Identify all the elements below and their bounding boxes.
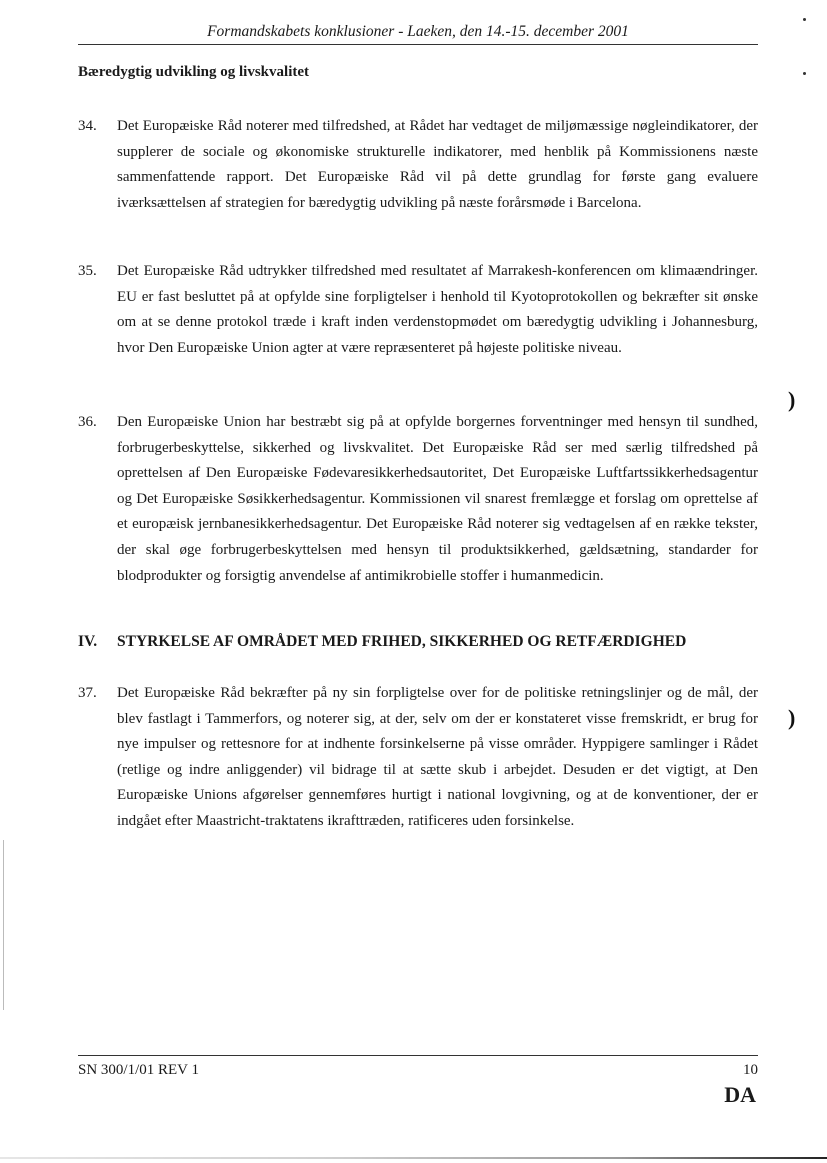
paragraph-text: Det Europæiske Råd noterer med tilfredshed, at Rådet har vedtaget de miljømæssige nøgleindikatorer, der supplerer de sociale og økonomiske strukturelle indikatorer, med henblik på Kommissionens næste sammenfattende rapport. Det Europæiske Råd vil på dette grundlag for første gang evaluere iværksættelsen af strategien for bæredygtig udvikling på næste forårsmøde i Barcelona. xyxy=(117,118,758,211)
scan-bracket-mark: ) xyxy=(788,387,796,412)
chapter-title: STYRKELSE AF OMRÅDET MED FRIHED, SIKKERHED OG RETFÆRDIGHED xyxy=(117,633,687,650)
scan-speck xyxy=(803,72,806,75)
paragraph-number: 34. xyxy=(78,118,97,134)
scan-bottom-edge xyxy=(0,1157,827,1159)
chapter-number: IV. xyxy=(78,633,98,650)
paragraph-37 xyxy=(78,681,758,835)
section-heading: Bæredygtig udvikling og livskvalitet xyxy=(78,64,310,80)
page-header-title: Formandskabets konklusioner - Laeken, den 14.-15. december 2001 xyxy=(207,23,629,40)
paragraph-number: 35. xyxy=(78,263,97,279)
paragraph-text: Det Europæiske Råd udtrykker tilfredshed med resultatet af Marrakesh-konferencen om klimaændringer. EU er fast besluttet på at opfylde sine forpligtelser i henhold til Kyotoprotokollen og bekræfter sit ønske om at se denne protokol træde i kraft inden verdenstopmødet om bæredygtig udvikling i Johannesburg, hvor Den Europæiske Union agter at være repræsenteret på højeste politiske niveau. xyxy=(117,263,758,356)
document-reference: SN 300/1/01 REV 1 xyxy=(78,1062,199,1078)
paragraph-34 xyxy=(78,114,758,216)
paragraph-text: Den Europæiske Union har bestræbt sig på at opfylde borgernes forventninger med hensyn til sundhed, forbrugerbeskyttelse, sikkerhed og livskvalitet. Det Europæiske Råd ser med særlig tilfredshed på oprettelsen af Den Europæiske Fødevaresikkerhedsautoritet, Det Europæiske Luftfartssikkerhedsagentur og Det Europæiske Søsikkerhedsagentur. Kommissionen vil snarest fremlægge et forslag om oprettelse af et europæisk jernbanesikkerhedsagentur. Det Europæiske Råd noterer sig vedtagelsen af en række tekster, der skal øge forbrugerbeskyttelsen med hensyn til produktsikkerhed, gældsætning, standarder for blodprodukter og forsigtig anvendelse af antimikrobielle stoffer i humanmedicin. xyxy=(117,414,758,584)
scan-bracket-mark: ) xyxy=(788,705,796,730)
paragraph-text: Det Europæiske Råd bekræfter på ny sin forpligtelse over for de politiske retningslinjer og de mål, der blev fastlagt i Tammerfors, og noterer sig, at der, selv om der er konstateret visse fremskridt, er brug for nye impulser og rettesnore for at indhente forsinkelserne på visse områder. Hyppigere samlinger i Rådet (retlige og indre anliggender) vil bidrage til at sætte skub i arbejdet. Desuden er det vigtigt, at Den Europæiske Unions afgørelser gennemføres hurtigt i national lovgivning, og at de konventioner, der er indgået efter Maastricht-traktatens ikrafttræden, ratificeres uden forsinkelse. xyxy=(117,685,758,829)
footer-divider xyxy=(78,1055,758,1056)
language-code: DA xyxy=(724,1082,756,1107)
paragraph-36 xyxy=(78,410,758,589)
scan-speck xyxy=(803,18,806,21)
paragraph-number: 37. xyxy=(78,685,97,701)
header-divider xyxy=(78,44,758,45)
chapter-heading xyxy=(78,633,758,651)
page-number: 10 xyxy=(743,1062,758,1078)
paragraph-35 xyxy=(78,259,758,361)
scan-edge-line xyxy=(3,840,4,1010)
paragraph-number: 36. xyxy=(78,414,97,430)
